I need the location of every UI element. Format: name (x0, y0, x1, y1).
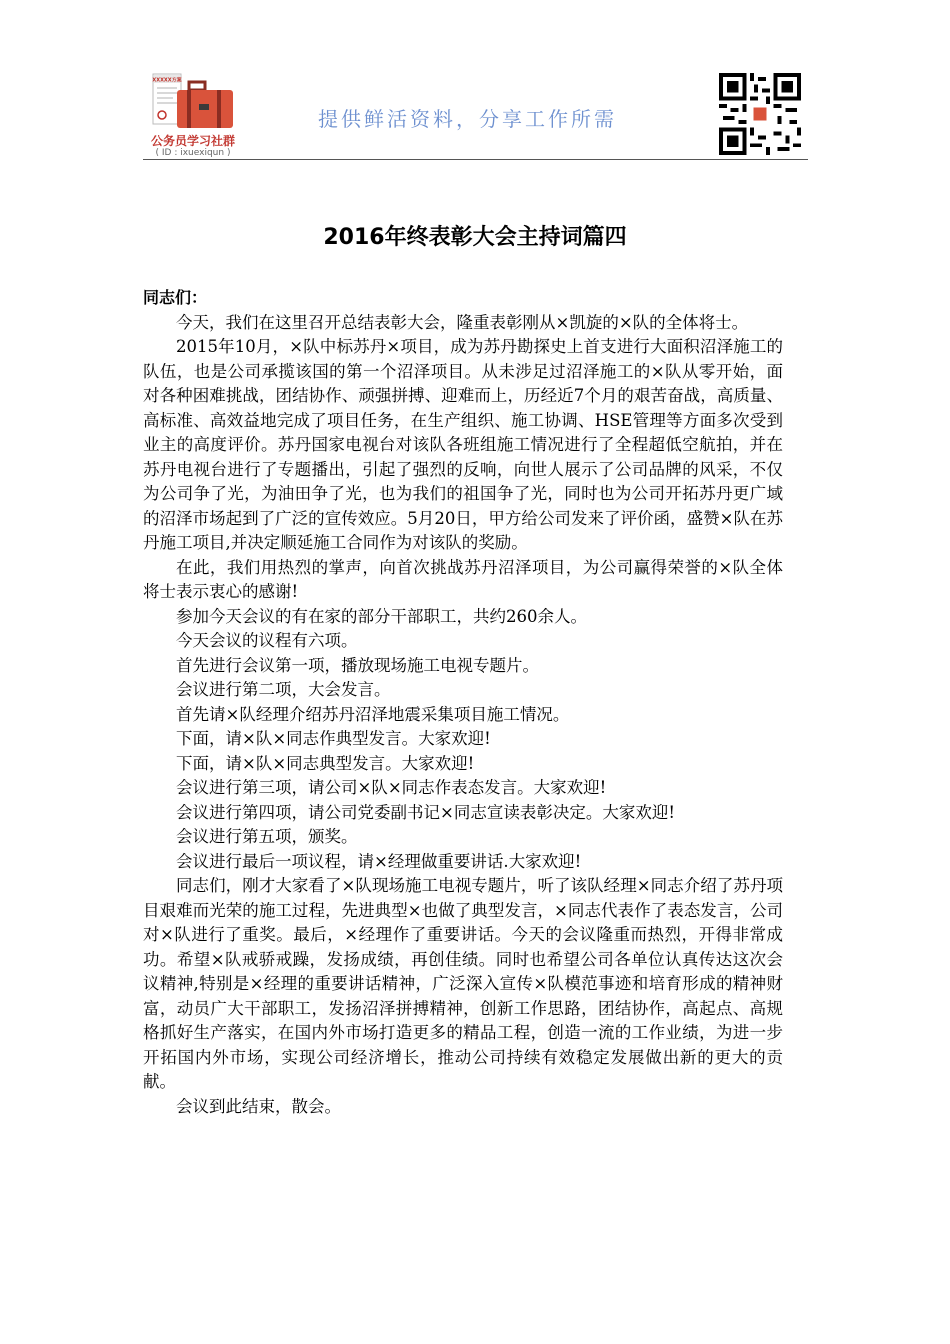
paper-label: XXXXX方案 (152, 77, 182, 84)
header-divider (143, 159, 808, 160)
paragraph: 首先请×队经理介绍苏丹沼泽地震采集项目施工情况。 (176, 704, 570, 724)
slogan: 提供鲜活资料，分享工作所需 (318, 107, 617, 131)
paragraph: 会议进行第四项，请公司党委副书记×同志宣读表彰决定。大家欢迎! (176, 802, 675, 822)
paragraph: 会议进行最后一项议程，请×经理做重要讲话.大家欢迎! (176, 851, 582, 871)
paragraph: 在此，我们用热烈的掌声，向首次挑战苏丹沼泽项目，为公司赢得荣誉的×队全体将士表示衷心的感谢! (143, 557, 783, 601)
paragraph: 参加今天会议的有在家的部分干部职工，共约260余人。 (176, 606, 587, 626)
paragraph: 下面，请×队×同志作典型发言。大家欢迎! (176, 729, 491, 748)
document-title: 2016年终表彰大会主持词篇四 (323, 225, 627, 250)
paragraph: 会议进行第五项，颁奖。 (176, 827, 358, 846)
paragraph: 会议进行第三项，请公司×队×同志作表态发言。大家欢迎! (176, 778, 607, 797)
paragraph: 下面，请×队×同志典型发言。大家欢迎! (176, 753, 475, 773)
paragraph: 会议进行第二项，大会发言。 (176, 680, 391, 699)
page-header (143, 70, 808, 162)
paragraph: 今天会议的议程有六项。 (176, 631, 358, 650)
paragraph: 同志们，刚才大家看了×队现场施工电视专题片，听了该队经理×同志介绍了苏丹项目艰难而光荣的施工过程，先进典型×也做了典型发言，×同志代表作了表态发言，公司对×队进行了重奖。最后，×经理作了重要讲话。今天的会议隆重而热烈，开得非常成功。希望×队戒骄戒躁，发扬成绩，再创佳绩。同时也希望公司各单位认真传达这次会议精神,特别是×经理的重要讲话精神，广泛深入宣传×队模范事迹和培育形成的精神财富，动员广大干部职工，发扬沼泽拼搏精神，创新工作思路，团结协作，高起点、高规格抓好生产落实，在国内外市场打造更多的精品工程，创造一流的工作业绩，为进一步开拓国内外市场，实现公司经济增长，推动公司持续有效稳定发展做出新的更大的贡献。 (143, 876, 783, 1091)
logo-id: ( ID : ixuexiqun ) (155, 148, 231, 158)
paragraph: 首先进行会议第一项，播放现场施工电视专题片。 (176, 655, 539, 675)
community-logo (143, 70, 243, 162)
paragraph: 今天，我们在这里召开总结表彰大会，隆重表彰刚从×凯旋的×队的全体将士。 (176, 312, 749, 332)
document-body (143, 286, 783, 1119)
logo-name: 公务员学习社群 (150, 134, 235, 148)
briefcase-document-icon (151, 72, 235, 132)
paragraph: 2015年10月，×队中标苏丹×项目，成为苏丹勘探史上首支进行大面积沼泽施工的队伍，也是公司承揽该国的第一个沼泽项目。从未涉足过沼泽施工的×队从零开始，面对各种困难挑战，团结协作、顽强拼搏、迎难而上，历经近7个月的艰苦奋战，高质量、高标准、高效益地完成了项目任务，在生产组织、施工协调、HSE管理等方面多次受到业主的高度评价。苏丹国家电视台对该队各班组施工情况进行了全程超低空航拍，并在苏丹电视台进行了专题播出，引起了强烈的反响，向世人展示了公司品牌的风采，不仅为公司争了光，为油田争了光，也为我们的祖国争了光，同时也为公司开拓苏丹更广域的沼泽市场起到了广泛的宣传效应。5月20日，甲方给公司发来了评价函，盛赞×队在苏丹施工项目,并决定顺延施工合同作为对该队的奖励。 (143, 337, 783, 552)
salutation: 同志们： (143, 288, 208, 307)
qr-code-icon (719, 73, 801, 155)
paragraph: 会议到此结束，散会。 (176, 1096, 341, 1116)
